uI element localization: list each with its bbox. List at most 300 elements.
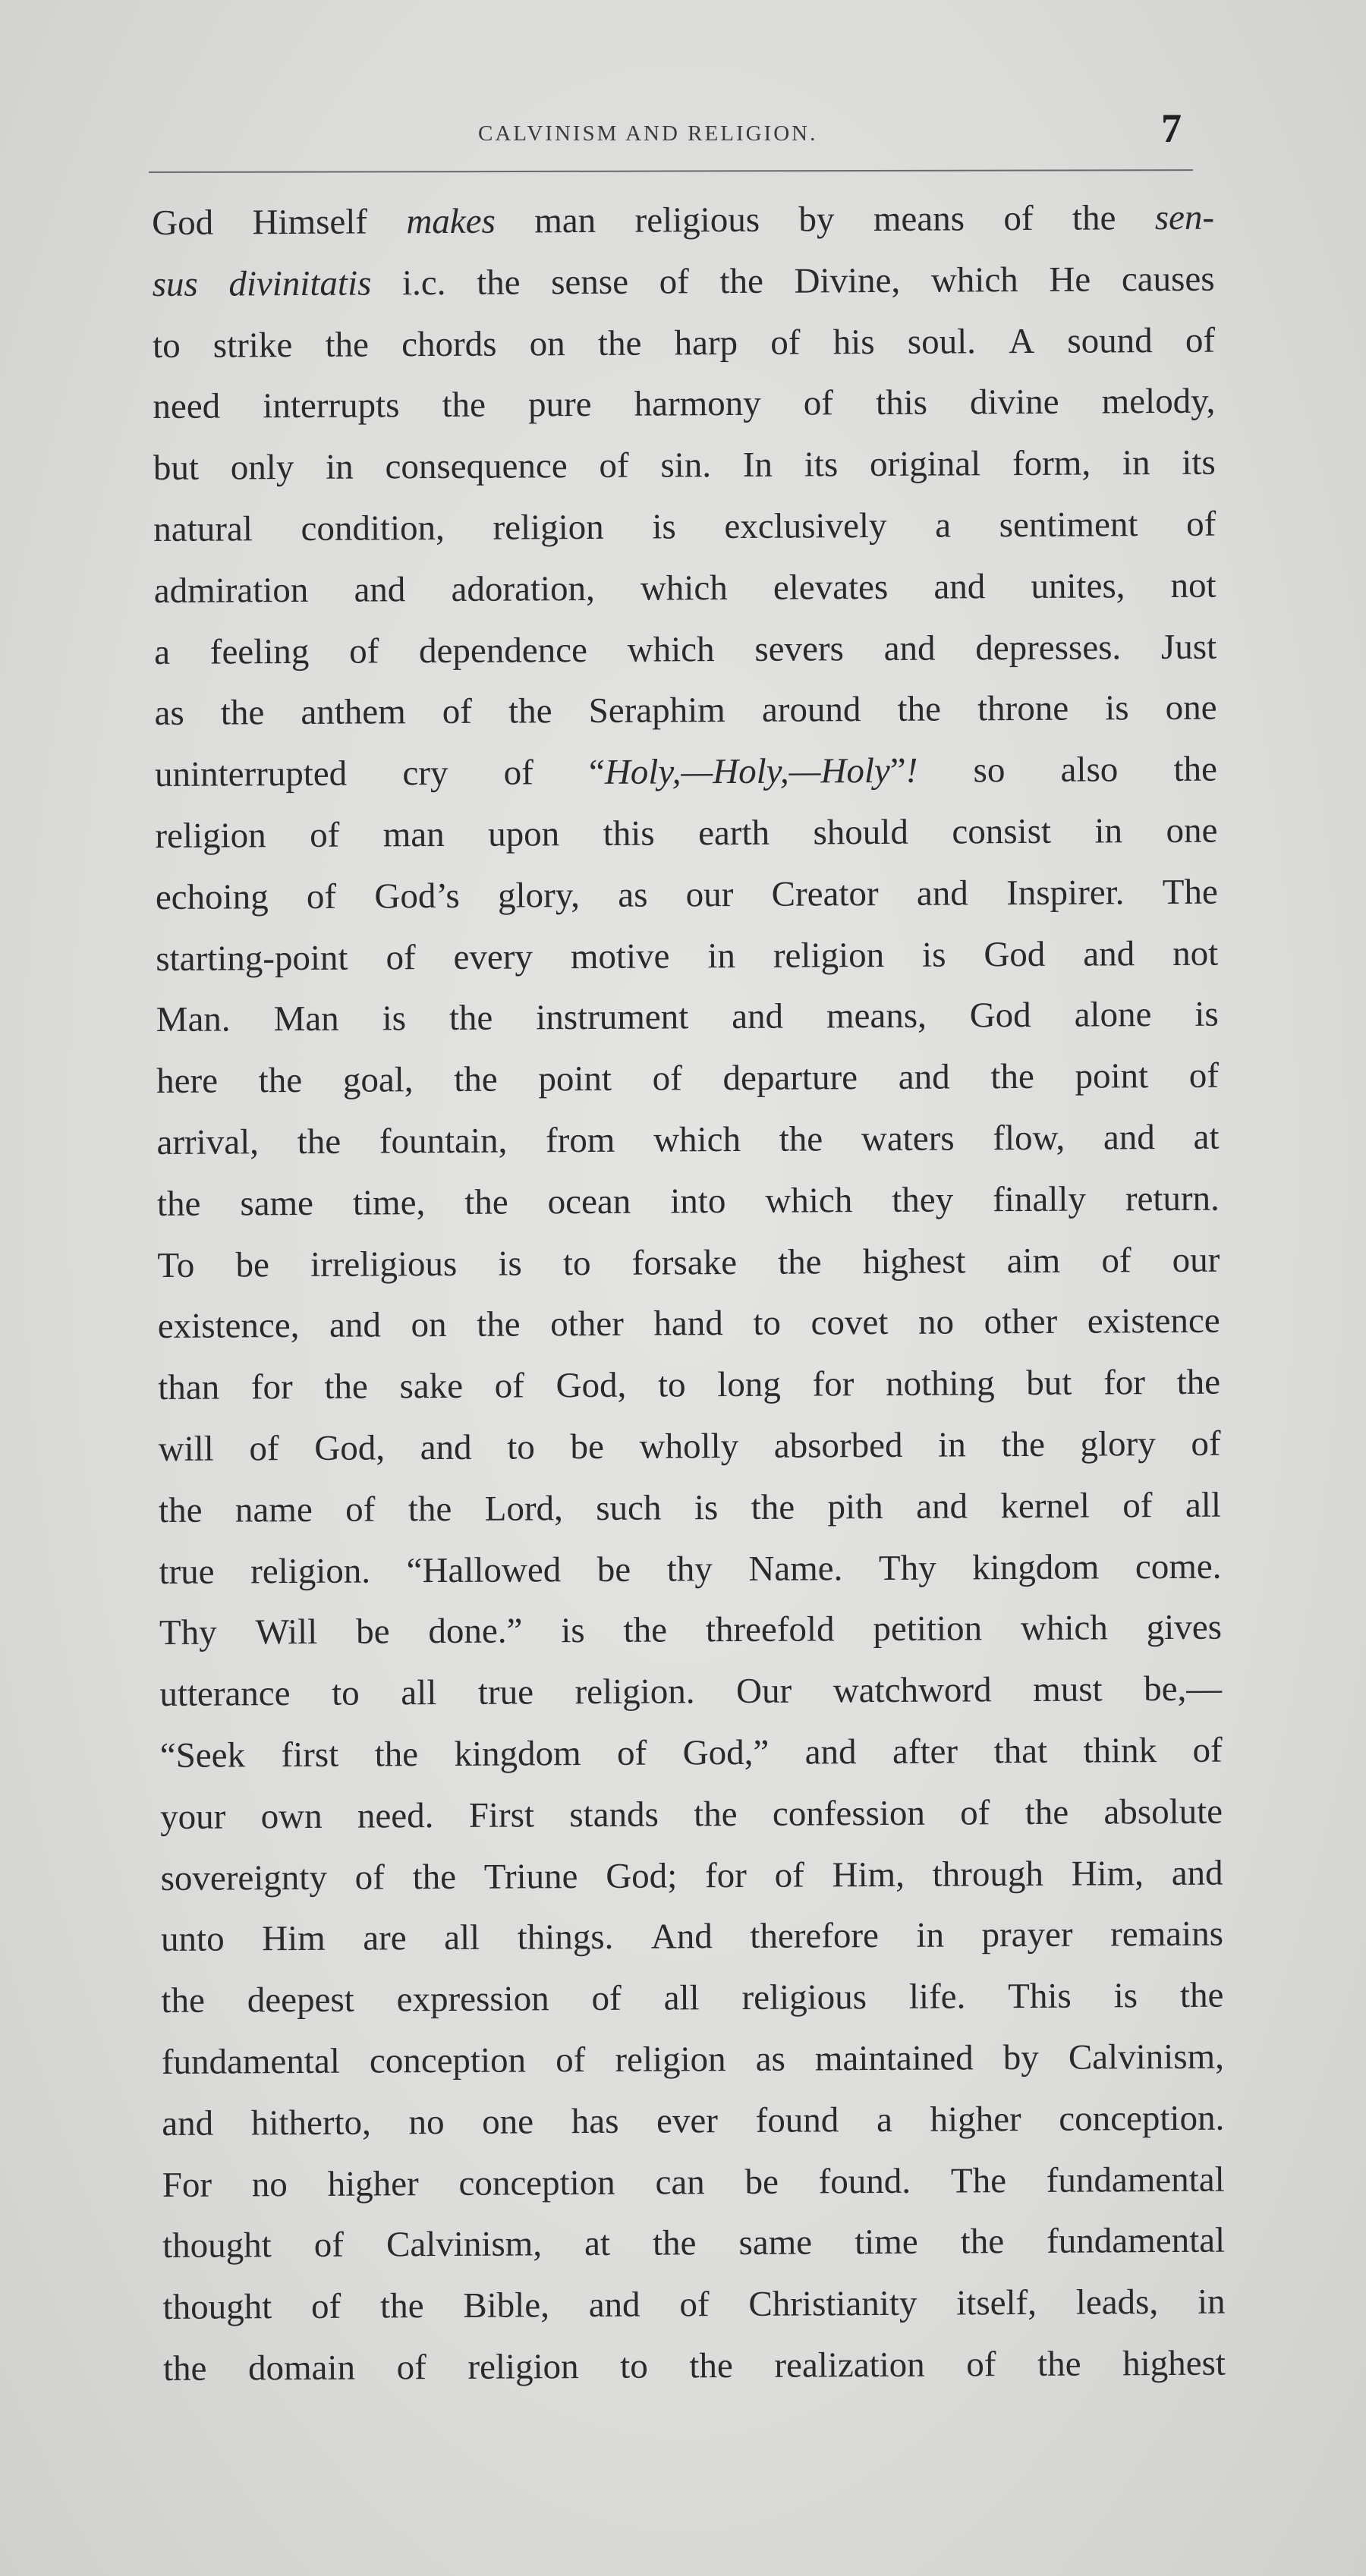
- text-run: and: [1083, 933, 1135, 974]
- text-run: same: [240, 1183, 314, 1224]
- word: [1135, 1536, 1222, 1597]
- text-line: [162, 2087, 1224, 2154]
- text-run: utterance: [159, 1674, 291, 1715]
- text-run: one: [1166, 810, 1218, 851]
- word: [1113, 1965, 1138, 2027]
- text-run: be: [744, 2162, 779, 2202]
- word: [599, 436, 629, 497]
- word: [663, 1967, 699, 2029]
- text-run: highest: [862, 1241, 966, 1282]
- text-run: is: [382, 999, 407, 1039]
- text-run: and: [915, 1486, 968, 1527]
- text-run: depresses.: [975, 627, 1122, 668]
- text-run: kernel: [1000, 1486, 1091, 1526]
- text-run: one: [482, 2102, 534, 2142]
- word: [686, 864, 734, 926]
- text-run: his: [833, 322, 875, 362]
- word: [385, 436, 568, 498]
- word: [951, 2150, 1007, 2212]
- word: [157, 1173, 201, 1235]
- word: [1125, 1168, 1220, 1229]
- text-run: remains: [1109, 1914, 1224, 1955]
- text-run: motive: [570, 936, 670, 977]
- word: [805, 1722, 857, 1783]
- word: [892, 1169, 953, 1231]
- word: [152, 193, 213, 254]
- text-run: highest: [1122, 2343, 1226, 2384]
- text-line: [153, 494, 1216, 561]
- text-run: nothing: [885, 1363, 995, 1404]
- word: [1193, 1107, 1219, 1168]
- text-run: of: [249, 1429, 279, 1469]
- word: [1144, 1659, 1223, 1720]
- word: [689, 2335, 733, 2397]
- text-run: your: [160, 1797, 226, 1837]
- text-run: be: [355, 1612, 390, 1652]
- word: [249, 1418, 279, 1480]
- text-run: elevates: [773, 567, 889, 608]
- word: [248, 2338, 355, 2400]
- word: [273, 989, 339, 1050]
- text-run: consequence: [385, 446, 568, 487]
- word: [1161, 616, 1217, 678]
- text-run: God: [152, 203, 214, 243]
- word: [899, 1047, 950, 1109]
- text-run: on: [529, 323, 565, 363]
- text-run: natural: [153, 509, 253, 549]
- text-run: kingdom: [454, 1733, 581, 1774]
- word: [993, 1108, 1065, 1169]
- text-run: has: [571, 2101, 619, 2141]
- text-run: to: [152, 326, 181, 366]
- word: [1003, 188, 1034, 250]
- text-run: and: [420, 1427, 472, 1468]
- text-run: “Seek: [159, 1735, 246, 1776]
- text-run: instrument: [536, 997, 689, 1038]
- word: [916, 1905, 944, 1967]
- word: [507, 1417, 535, 1478]
- word: [1176, 1352, 1220, 1414]
- word: [826, 986, 927, 1047]
- word: [1185, 1474, 1221, 1536]
- text-run: of: [960, 1792, 990, 1833]
- text-run: pure: [527, 385, 592, 425]
- text-run: as: [755, 2039, 785, 2079]
- text-run: condition,: [301, 508, 445, 549]
- word: [679, 2274, 710, 2335]
- text-run: religion: [155, 816, 266, 856]
- text-run: religion: [773, 935, 885, 976]
- text-run: of: [348, 631, 379, 672]
- word: [603, 804, 654, 865]
- text-run: no: [408, 2102, 445, 2142]
- word: [774, 1845, 804, 1906]
- word: [161, 1971, 205, 2032]
- text-run: Name.: [748, 1548, 843, 1589]
- text-run: alone: [1074, 995, 1152, 1036]
- text-run: A: [1009, 321, 1035, 361]
- text-run: and: [933, 567, 986, 607]
- text-run: glory,: [497, 875, 581, 916]
- text-run: into: [670, 1181, 726, 1222]
- text-run: not: [1170, 565, 1216, 605]
- text-run: our: [685, 874, 734, 915]
- word: [408, 1479, 452, 1540]
- italic-text: sus: [152, 264, 198, 304]
- text-run: existence,: [157, 1306, 300, 1347]
- text-run: ocean: [547, 1181, 631, 1222]
- word: [1194, 984, 1219, 1046]
- word: [653, 1049, 683, 1110]
- word: [159, 1541, 215, 1603]
- word: [623, 1600, 667, 1662]
- text-run: ever: [656, 2100, 719, 2141]
- text-run: but: [153, 448, 200, 489]
- text-run: think: [1083, 1731, 1157, 1771]
- word: [639, 1416, 738, 1477]
- text-run: the: [379, 2286, 424, 2326]
- text-run: the: [258, 1061, 303, 1101]
- text-run: be: [570, 1426, 605, 1467]
- text-run: will: [158, 1429, 214, 1469]
- text-run: melody,: [1101, 382, 1216, 422]
- text-run: the: [990, 1057, 1034, 1097]
- word: [442, 375, 486, 436]
- text-line: [160, 1781, 1223, 1848]
- text-run: Him,: [1071, 1853, 1144, 1894]
- text-run: no: [917, 1302, 955, 1343]
- text-run: of: [966, 2345, 996, 2385]
- text-run: the: [1173, 749, 1218, 790]
- word: [363, 1908, 407, 1970]
- word: [357, 1785, 434, 1847]
- text-run: need: [153, 386, 221, 427]
- text-run: is: [921, 935, 946, 975]
- text-run: throne: [977, 689, 1069, 729]
- word: [343, 1049, 414, 1111]
- text-run: pith: [827, 1486, 883, 1527]
- text-run: Will: [255, 1612, 318, 1653]
- word: [529, 313, 565, 375]
- word: [973, 740, 1005, 801]
- text-run: the: [623, 1610, 668, 1651]
- word: [1069, 2027, 1224, 2089]
- word: [1047, 2149, 1225, 2211]
- text-run: should: [813, 812, 909, 853]
- text-run: by: [1002, 2037, 1039, 2078]
- text-run: be: [235, 1244, 270, 1285]
- word: [970, 985, 1031, 1046]
- word: [210, 621, 310, 683]
- word: [627, 619, 714, 681]
- word: [156, 927, 348, 989]
- text-run: and: [354, 570, 406, 610]
- word: [794, 250, 900, 313]
- text-run: of: [396, 2348, 426, 2388]
- text-run: The: [1162, 872, 1218, 912]
- text-line: [162, 2149, 1225, 2216]
- word: [966, 2334, 996, 2395]
- text-run: In: [742, 445, 773, 486]
- word: [402, 743, 448, 804]
- text-run: on: [411, 1305, 447, 1345]
- text-run: forsake: [631, 1242, 738, 1283]
- text-line: [163, 2333, 1226, 2400]
- text-line: [159, 1597, 1222, 1664]
- text-run: the: [324, 1367, 368, 1407]
- text-run: to: [620, 2346, 648, 2386]
- word: [1172, 1229, 1220, 1291]
- text-run: To: [157, 1245, 195, 1285]
- text-run: and: [1103, 1118, 1155, 1158]
- text-run: God,: [314, 1428, 386, 1468]
- word: [1103, 1107, 1155, 1168]
- text-run: starting-point: [156, 938, 348, 979]
- word: [162, 2216, 272, 2278]
- word: [1170, 555, 1216, 616]
- word: [855, 2212, 918, 2273]
- text-run: fountain,: [379, 1121, 508, 1162]
- word: [977, 678, 1069, 740]
- word: [396, 1968, 549, 2030]
- word: [159, 1663, 291, 1725]
- text-run: the: [1001, 1424, 1045, 1465]
- text-run: all: [1185, 1485, 1222, 1525]
- text-run: earth: [697, 813, 770, 854]
- text-run: higher: [930, 2099, 1021, 2140]
- word: [883, 618, 935, 679]
- word: [484, 1478, 563, 1540]
- text-run: life.: [908, 1977, 966, 2017]
- text-run: in: [916, 1915, 945, 1956]
- word: [477, 252, 521, 313]
- word: [247, 1970, 354, 2032]
- text-run: as: [618, 875, 648, 915]
- word: [259, 1050, 303, 1112]
- text-run: the: [162, 2348, 207, 2389]
- text-run: come.: [1135, 1546, 1222, 1587]
- word: [221, 683, 265, 744]
- word: [1180, 1965, 1224, 2027]
- text-run: the: [689, 2345, 733, 2386]
- text-run: unites,: [1031, 566, 1125, 606]
- word: [158, 1419, 214, 1480]
- text-run: is: [1194, 995, 1219, 1035]
- text-run: conception: [369, 2040, 527, 2081]
- word: [1166, 800, 1217, 862]
- text-run: admiration: [153, 570, 309, 611]
- word: [156, 1051, 218, 1112]
- text-run: deepest: [247, 1980, 354, 2021]
- text-run: adoration,: [451, 568, 595, 609]
- word: [379, 1111, 508, 1173]
- word: [705, 1845, 747, 1906]
- word: [653, 1109, 741, 1171]
- text-line: [154, 678, 1216, 744]
- word: [406, 191, 496, 253]
- word: [931, 250, 1018, 311]
- text-run: watchword: [833, 1670, 992, 1711]
- text-run: the: [158, 1490, 203, 1530]
- word: [547, 1171, 631, 1232]
- text-run: religion.: [250, 1551, 371, 1591]
- word: [411, 1294, 446, 1356]
- text-run: this: [875, 383, 928, 423]
- text-run: can: [655, 2162, 705, 2203]
- text-run: religion: [615, 2039, 726, 2080]
- word: [879, 1537, 936, 1599]
- text-run: Divine,: [794, 260, 901, 301]
- text-run: thought: [162, 2225, 272, 2266]
- text-run: and: [162, 2103, 214, 2144]
- text-run: our: [1172, 1240, 1220, 1280]
- word: [694, 1477, 719, 1539]
- word: [1008, 1966, 1072, 2027]
- word: [569, 1784, 659, 1845]
- text-run: of: [803, 383, 834, 423]
- text-run: to: [753, 1304, 782, 1344]
- text-run: the: [1024, 1792, 1069, 1832]
- text-run: the: [477, 1304, 521, 1345]
- text-line: [154, 555, 1216, 621]
- text-line: [160, 1842, 1223, 1909]
- text-run: is: [652, 507, 676, 547]
- word: [1047, 2210, 1225, 2272]
- word: [1101, 371, 1215, 433]
- word: [972, 1536, 1100, 1599]
- word: [591, 1968, 622, 2030]
- text-run: cry: [402, 753, 449, 794]
- text-run: Inspirer.: [1006, 873, 1125, 913]
- word: [1185, 310, 1216, 371]
- word: [975, 617, 1121, 679]
- word: [349, 621, 379, 682]
- text-run: that: [993, 1731, 1048, 1772]
- word: [374, 866, 460, 927]
- text-run: covet: [810, 1303, 889, 1343]
- word: [1067, 310, 1153, 372]
- word: [158, 1357, 219, 1419]
- word: [778, 1231, 822, 1293]
- word: [374, 1724, 418, 1785]
- word: [156, 989, 230, 1051]
- word: [297, 1112, 341, 1173]
- word: [631, 1232, 737, 1294]
- text-run: its: [804, 445, 839, 485]
- word: [706, 1599, 835, 1662]
- text-run: existence: [1087, 1301, 1220, 1341]
- word: [482, 2091, 533, 2153]
- word: [615, 2029, 726, 2091]
- word: [453, 926, 533, 988]
- word: [442, 681, 473, 743]
- text-run: of: [774, 1855, 804, 1895]
- word: [153, 376, 220, 438]
- word: [1094, 800, 1122, 862]
- text-run: is: [498, 1244, 522, 1284]
- text-run: God,”: [682, 1732, 770, 1773]
- word: [301, 498, 445, 560]
- text-run: for: [704, 1855, 747, 1895]
- word: [467, 2336, 579, 2398]
- word: [1101, 1230, 1132, 1291]
- word: [993, 1168, 1086, 1230]
- text-run: form,: [1012, 443, 1091, 484]
- text-run: a: [876, 2099, 893, 2140]
- text-run: is: [694, 1487, 719, 1528]
- text-run: through: [932, 1854, 1044, 1895]
- word: [420, 1417, 472, 1479]
- text-run: only: [230, 448, 294, 488]
- word: [152, 253, 198, 315]
- text-run: God: [984, 934, 1046, 974]
- word: [155, 805, 266, 867]
- word: [1186, 494, 1216, 555]
- text-run: the: [374, 1735, 419, 1775]
- text-run: of: [1186, 504, 1216, 544]
- word: [773, 557, 889, 619]
- word: [589, 741, 918, 804]
- text-run: itself,: [956, 2283, 1037, 2323]
- word: [498, 865, 580, 926]
- word: [314, 1417, 385, 1479]
- text-run: to: [562, 1243, 591, 1283]
- word: [444, 1908, 480, 1969]
- word: [327, 2153, 418, 2215]
- text-run: a: [935, 505, 952, 546]
- word: [154, 560, 309, 622]
- word: [538, 1049, 612, 1110]
- text-run: be: [596, 1549, 631, 1590]
- text-run: i.c.: [401, 263, 446, 304]
- word: [156, 867, 269, 929]
- word: [938, 1414, 966, 1476]
- word: [653, 2213, 697, 2275]
- text-line: [156, 1046, 1219, 1112]
- text-run: a: [154, 632, 171, 672]
- word: [744, 2151, 779, 2213]
- text-run: of: [599, 445, 629, 486]
- word: [773, 925, 885, 987]
- word: [1192, 1720, 1223, 1782]
- text-run: religion: [467, 2346, 579, 2387]
- word: [235, 1480, 313, 1541]
- word: [493, 497, 604, 559]
- text-run: and: [588, 2285, 641, 2326]
- word: [574, 1661, 694, 1723]
- text-run: realization: [774, 2345, 925, 2386]
- word: [818, 2150, 911, 2212]
- word: [908, 311, 977, 373]
- word: [659, 251, 689, 313]
- word: [570, 1417, 604, 1478]
- word: [160, 1847, 327, 1909]
- word: [401, 313, 497, 375]
- word: [598, 313, 642, 374]
- word: [652, 496, 676, 558]
- word: [1165, 678, 1216, 739]
- word: [618, 864, 648, 926]
- word: [353, 1172, 426, 1234]
- word: [160, 1786, 226, 1848]
- text-run: Our: [735, 1671, 792, 1712]
- word: [260, 1786, 322, 1848]
- word: [658, 1354, 686, 1416]
- word: [1060, 740, 1118, 801]
- text-run: Himself: [252, 202, 368, 243]
- text-run: divine: [969, 382, 1059, 423]
- word: [584, 2213, 610, 2275]
